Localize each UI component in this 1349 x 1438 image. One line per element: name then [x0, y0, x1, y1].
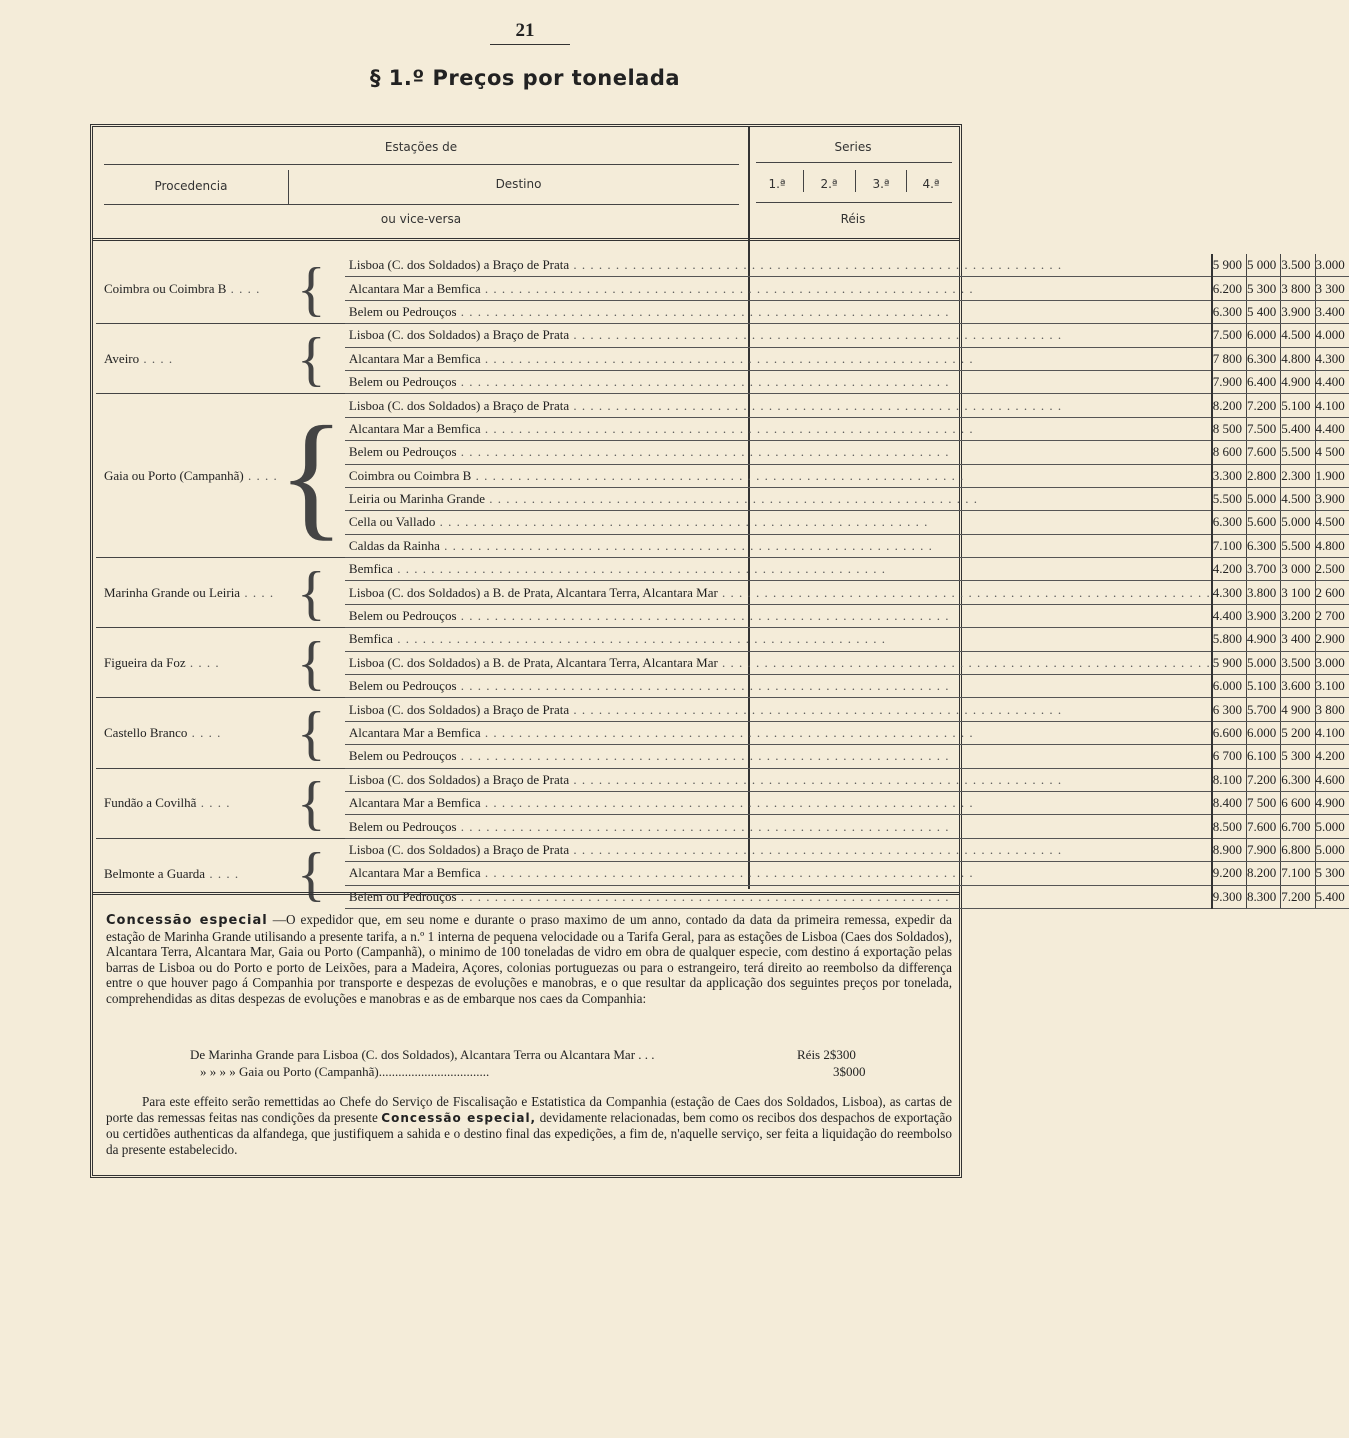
- header-divider: [906, 170, 907, 192]
- leader-dots: . . . .: [139, 350, 174, 366]
- price-cell-serie-2: 5.000: [1247, 651, 1281, 674]
- price-cell-serie-2: 5 300: [1247, 277, 1281, 300]
- price-cell-serie-4: 4.200: [1315, 745, 1349, 768]
- destino-label: Belem ou Pedrouços: [348, 678, 457, 694]
- destino-label: Alcantara Mar a Bemfica: [348, 725, 481, 740]
- leader-dots: . . . . . . . . . . . . . . . . . . . . . . . . . . . . . . . . . . . . . . . . . . . . . . . . . . . . . . . . . .: [717, 654, 1211, 670]
- price-cell-serie-4: 4.900: [1315, 791, 1349, 814]
- destino-cell: [345, 815, 1212, 838]
- price-cell-serie-1: 6.200: [1212, 277, 1247, 300]
- price-cell-serie-3: 5 200: [1281, 721, 1315, 744]
- leader-dots: . . . . . . . . . . . . . . . . . . . . . . . . . . . . . . . . . . . . . . . . . . . . . . . . . . . . . . . . . .: [569, 841, 1063, 857]
- price-cell-serie-1: 3.300: [1212, 464, 1247, 487]
- price-cell-serie-2: 6.000: [1247, 721, 1281, 744]
- price-cell-serie-2: 7.200: [1247, 768, 1281, 791]
- leader-dots: . . . . . . . . . . . . . . . . . . . . . . . . . . . . . . . . . . . . . . . . . . . . . . . . . . . . . . . . . .: [456, 748, 950, 764]
- price-cell-serie-4: 3 300: [1315, 277, 1349, 300]
- price-cell-serie-2: 7 500: [1247, 791, 1281, 814]
- price-cell-serie-1: 9.300: [1212, 885, 1247, 908]
- tariff-table: [96, 254, 1349, 909]
- price-cell-serie-1: 7 800: [1212, 347, 1247, 370]
- leader-dots: . . . . . . . . . . . . . . . . . . . . . . . . . . . . . . . . . . . . . . . . . . . . . . . . . . . . . . . . . .: [471, 467, 965, 483]
- header-unit-reis: Réis: [840, 212, 866, 226]
- price-cell-serie-2: 4.900: [1247, 628, 1281, 651]
- header-estacoes: Estações de: [384, 140, 458, 154]
- price-cell-serie-2: 8.200: [1247, 862, 1281, 885]
- price-cell-serie-2: 3.700: [1247, 558, 1281, 581]
- destino-cell: [345, 721, 1212, 744]
- destino-cell: [345, 324, 1212, 347]
- price-cell-serie-2: 6.400: [1247, 370, 1281, 393]
- price-cell-serie-3: 3.500: [1281, 651, 1315, 674]
- price-cell-serie-3: 6.300: [1281, 768, 1315, 791]
- price-cell-serie-4: 4.400: [1315, 370, 1349, 393]
- header-divider: [803, 170, 804, 192]
- leader-dots: . . . .: [185, 654, 220, 670]
- price-cell-serie-4: 4.500: [1315, 511, 1349, 534]
- price-cell-serie-2: 7.600: [1247, 441, 1281, 464]
- price-cell-serie-3: 5.400: [1281, 417, 1315, 440]
- leader-dots: . . . . . . . . . . . . . . . . . . . . . . . . . . . . . . . . . . . . . . . . . . . . . . . . . . . . . . . . . .: [480, 350, 974, 366]
- table-row: [96, 558, 1349, 581]
- concessao-paragraph: [106, 912, 952, 1007]
- leader-dots: . . . . . . . . . . . . . . . . . . . . . . . . . . . . . . . . . . . . . . . . . . . . . . . . . . . . . . . . . .: [569, 257, 1063, 273]
- table-row: [96, 768, 1349, 791]
- procedencia-label: Aveiro: [104, 350, 140, 366]
- price-cell-serie-4: 2.900: [1315, 628, 1349, 651]
- destino-cell: [345, 347, 1212, 370]
- destino-cell: [345, 651, 1212, 674]
- price-cell-serie-3: 4 900: [1281, 698, 1315, 721]
- section-title: § 1.º Preços por tonelada: [369, 66, 681, 90]
- leader-dots: . . . . . . . . . . . . . . . . . . . . . . . . . . . . . . . . . . . . . . . . . . . . . . . . . . . . . . . . . .: [456, 678, 950, 694]
- procedencia-cell: [96, 768, 278, 838]
- price-cell-serie-2: 5 400: [1247, 300, 1281, 323]
- price-cell-serie-2: 7.900: [1247, 838, 1281, 861]
- price-cell-serie-2: 5.100: [1247, 675, 1281, 698]
- header-bottom-rule: [93, 238, 959, 241]
- leader-dots: . . . . . . . . . . . . . . . . . . . . . . . . . . . . . . . . . . . . . . . . . . . . . . . . . . . . . . . . . .: [456, 888, 950, 904]
- leader-dots: . . . . . . . . . . . . . . . . . . . . . . . . . . . . . . . . . . . . . . . . . . . . . . . . . . . . . . . . . .: [480, 725, 974, 740]
- leader-dots: . . . .: [187, 725, 222, 740]
- destino-cell: [345, 441, 1212, 464]
- price-cell-serie-1: 8 500: [1212, 417, 1247, 440]
- final-paragraph: [106, 1094, 952, 1157]
- destino-cell: [345, 675, 1212, 698]
- destino-label: Alcantara Mar a Bemfica: [348, 280, 481, 296]
- route-1-price: Réis 2$300: [797, 1047, 856, 1062]
- price-cell-serie-1: 8.400: [1212, 791, 1247, 814]
- procedencia-label: Figueira da Foz: [104, 654, 186, 670]
- header-divider: [855, 170, 856, 192]
- leader-dots: . . . . . . . . . . . . . . . . . . . . . . . . . . . . . . . . . . . . . . . . . . . . . . . . . . . . . . . . . .: [435, 514, 929, 530]
- table-row: [96, 324, 1349, 347]
- leader-dots: . . . . . . . . . . . . . . . . . . . . . . . . . . . . . . . . . . . . . . . . . . . . . . . . . . . . . . . . . .: [392, 561, 886, 577]
- leader-dots: . . . .: [240, 584, 275, 600]
- destino-cell: [345, 791, 1212, 814]
- price-cell-serie-1: 8.200: [1212, 394, 1247, 417]
- price-cell-serie-3: 3.600: [1281, 675, 1315, 698]
- price-cell-serie-4: 5.400: [1315, 885, 1349, 908]
- procedencia-cell: [96, 324, 278, 394]
- destino-cell: [345, 300, 1212, 323]
- price-cell-serie-4: 3.100: [1315, 675, 1349, 698]
- procedencia-label: Castello Branco: [104, 725, 188, 740]
- price-cell-serie-2: 3.800: [1247, 581, 1281, 604]
- destino-label: Belem ou Pedrouços: [348, 818, 457, 834]
- price-cell-serie-2: 6.000: [1247, 324, 1281, 347]
- price-cell-serie-3: 7.100: [1281, 862, 1315, 885]
- destino-cell: [345, 698, 1212, 721]
- destino-cell: [345, 558, 1212, 581]
- destino-label: Alcantara Mar a Bemfica: [348, 865, 481, 881]
- page-number: 21: [515, 20, 535, 41]
- final-label: Concessão especial,: [381, 1110, 537, 1125]
- table-row: [96, 698, 1349, 721]
- procedencia-label: Fundão a Covilhã: [104, 795, 197, 811]
- destino-cell: [345, 464, 1212, 487]
- procedencia-label: Belmonte a Guarda: [104, 865, 206, 881]
- table-row: [96, 394, 1349, 417]
- brace: {: [278, 558, 345, 628]
- leader-dots: . . . . . . . . . . . . . . . . . . . . . . . . . . . . . . . . . . . . . . . . . . . . . . . . . . . . . . . . . .: [480, 280, 974, 296]
- price-cell-serie-2: 6.300: [1247, 347, 1281, 370]
- route-2-price: 3$000: [833, 1064, 866, 1079]
- price-cell-serie-3: 3.200: [1281, 604, 1315, 627]
- price-cell-serie-4: 5.000: [1315, 815, 1349, 838]
- destino-cell: [345, 534, 1212, 557]
- price-cell-serie-4: 4.400: [1315, 417, 1349, 440]
- procedencia-cell: [96, 254, 278, 324]
- destino-label: Belem ou Pedrouços: [348, 444, 457, 460]
- brace: {: [278, 324, 345, 394]
- price-cell-serie-1: 6 300: [1212, 698, 1247, 721]
- destino-cell: [345, 511, 1212, 534]
- price-cell-serie-3: 6 600: [1281, 791, 1315, 814]
- price-cell-serie-1: 7.100: [1212, 534, 1247, 557]
- header-rule: [756, 202, 952, 203]
- page-number-rule: [490, 44, 570, 45]
- leader-dots: . . . .: [196, 795, 231, 811]
- price-cell-serie-2: 6.300: [1247, 534, 1281, 557]
- leader-dots: . . . . . . . . . . . . . . . . . . . . . . . . . . . . . . . . . . . . . . . . . . . . . . . . . . . . . . . . . .: [456, 818, 950, 834]
- header-vice-versa: ou vice-versa: [380, 212, 462, 226]
- price-cell-serie-1: 9.200: [1212, 862, 1247, 885]
- destino-cell: [345, 394, 1212, 417]
- price-cell-serie-1: 8 600: [1212, 441, 1247, 464]
- leader-dots: . . . .: [205, 865, 240, 881]
- price-cell-serie-4: 5.000: [1315, 838, 1349, 861]
- destino-cell: [345, 604, 1212, 627]
- header-rule: [756, 162, 952, 163]
- destino-label: Lisboa (C. dos Soldados) a B. de Prata, Alcantara Terra, Alcantara Mar: [348, 584, 718, 600]
- brace: {: [278, 628, 345, 698]
- price-cell-serie-1: 6.000: [1212, 675, 1247, 698]
- price-cell-serie-3: 5.100: [1281, 394, 1315, 417]
- table-row: [96, 838, 1349, 861]
- destino-label: Alcantara Mar a Bemfica: [348, 350, 481, 366]
- destino-label: Belem ou Pedrouços: [348, 608, 457, 624]
- price-cell-serie-2: 5.600: [1247, 511, 1281, 534]
- destino-label: Lisboa (C. dos Soldados) a B. de Prata, Alcantara Terra, Alcantara Mar: [348, 654, 718, 670]
- procedencia-label: Gaia ou Porto (Campanhã): [104, 467, 244, 483]
- price-cell-serie-4: 4 500: [1315, 441, 1349, 464]
- procedencia-cell: [96, 698, 278, 768]
- price-cell-serie-1: 4.200: [1212, 558, 1247, 581]
- price-cell-serie-4: 3.900: [1315, 487, 1349, 510]
- price-cell-serie-4: 5 300: [1315, 862, 1349, 885]
- price-cell-serie-4: 4.600: [1315, 768, 1349, 791]
- destino-label: Leiria ou Marinha Grande: [348, 491, 486, 507]
- header-procedencia: Procedencia: [154, 179, 228, 193]
- concessao-text: —O expedidor que, em seu nome e durante o praso maximo de um anno, contado da data da primeira remessa, expedir da estação de Marinha Grande utilisando a presente tarifa, a n.º 1 interna de pequena velocidade ou a Tarifa Geral, para as estações de Lisboa (Caes dos Soldados), Alcantara Terra, Alcantara Mar, Gaia ou Porto (Campanhã), o minimo de 100 toneladas de vidro em obra de qualquer especie, com destino á exportação pelas barras de Lisboa ou do Porto e porto de Leixões, para a Madeira, Açores, colonias portuguezas ou para o estrangeiro, terá direito ao reembolso da differença entre o que houver pago á Companhia por transporte e despezas de evoluções e manobras, e o que resultar da applicação dos seguintes preços por tonelada, comprehendidas as ditas despezas de evoluções e manobras e as de embarque nos caes da Companhia:: [106, 912, 952, 1006]
- route-2: » » » » Gaia ou Porto (Campanhã)..................................: [200, 1064, 490, 1079]
- destino-cell: [345, 745, 1212, 768]
- leader-dots: . . . . . . . . . . . . . . . . . . . . . . . . . . . . . . . . . . . . . . . . . . . . . . . . . . . . . . . . . .: [569, 327, 1063, 343]
- price-cell-serie-4: 3.400: [1315, 300, 1349, 323]
- final-text-b: devidamente relacionadas, bem como os recibos dos despachos de exportação ou certidões authenticas da alfandega, que justifiquem a sahida e o destino final das expedições, a fim de, n'aquelle serviço, ser feita a liquidação do reembolso da presente estabelecido.: [106, 1109, 952, 1157]
- price-cell-serie-1: 6 700: [1212, 745, 1247, 768]
- price-cell-serie-1: 6.600: [1212, 721, 1247, 744]
- leader-dots: . . . .: [243, 467, 278, 483]
- destino-label: Lisboa (C. dos Soldados) a Braço de Prata: [348, 771, 570, 787]
- price-cell-serie-2: 5 000: [1247, 254, 1281, 277]
- leader-dots: . . . . . . . . . . . . . . . . . . . . . . . . . . . . . . . . . . . . . . . . . . . . . . . . . . . . . . . . . .: [456, 303, 950, 319]
- procedencia-cell: [96, 558, 278, 628]
- price-cell-serie-3: 2.300: [1281, 464, 1315, 487]
- price-cell-serie-1: 5.800: [1212, 628, 1247, 651]
- price-cell-serie-3: 4.500: [1281, 324, 1315, 347]
- concessao-label: Concessão especial: [106, 913, 268, 928]
- price-cell-serie-4: 3 800: [1315, 698, 1349, 721]
- leader-dots: . . . . . . . . . . . . . . . . . . . . . . . . . . . . . . . . . . . . . . . . . . . . . . . . . . . . . . . . . .: [485, 491, 979, 507]
- destino-label: Lisboa (C. dos Soldados) a Braço de Prata: [348, 701, 570, 717]
- price-cell-serie-4: 2 600: [1315, 581, 1349, 604]
- destino-cell: [345, 277, 1212, 300]
- price-cell-serie-1: 7.500: [1212, 324, 1247, 347]
- destino-label: Lisboa (C. dos Soldados) a Braço de Prata: [348, 841, 570, 857]
- price-cell-serie-3: 3 100: [1281, 581, 1315, 604]
- price-cell-serie-1: 7.900: [1212, 370, 1247, 393]
- price-cell-serie-3: 4.900: [1281, 370, 1315, 393]
- price-cell-serie-3: 7.200: [1281, 885, 1315, 908]
- destino-cell: [345, 417, 1212, 440]
- destino-cell: [345, 254, 1212, 277]
- price-cell-serie-3: 4.800: [1281, 347, 1315, 370]
- destino-label: Belem ou Pedrouços: [348, 888, 457, 904]
- price-cell-serie-3: 3 400: [1281, 628, 1315, 651]
- leader-dots: . . . .: [226, 280, 261, 296]
- leader-dots: . . . . . . . . . . . . . . . . . . . . . . . . . . . . . . . . . . . . . . . . . . . . . . . . . . . . . . . . . .: [392, 631, 886, 647]
- price-cell-serie-1: 8.100: [1212, 768, 1247, 791]
- leader-dots: . . . . . . . . . . . . . . . . . . . . . . . . . . . . . . . . . . . . . . . . . . . . . . . . . . . . . . . . . .: [569, 397, 1063, 413]
- price-cell-serie-4: 4.100: [1315, 394, 1349, 417]
- price-cell-serie-3: 3.500: [1281, 254, 1315, 277]
- price-cell-serie-1: 5.500: [1212, 487, 1247, 510]
- header-series-2: 2.ª: [820, 177, 838, 191]
- price-cell-serie-1: 4.400: [1212, 604, 1247, 627]
- leader-dots: . . . . . . . . . . . . . . . . . . . . . . . . . . . . . . . . . . . . . . . . . . . . . . . . . . . . . . . . . .: [480, 420, 974, 436]
- destino-label: Caldas da Rainha: [348, 537, 440, 553]
- destino-label: Bemfica: [348, 631, 393, 647]
- destino-cell: [345, 885, 1212, 908]
- leader-dots: . . . . . . . . . . . . . . . . . . . . . . . . . . . . . . . . . . . . . . . . . . . . . . . . . . . . . . . . . .: [456, 374, 950, 390]
- price-cell-serie-4: 4.300: [1315, 347, 1349, 370]
- destino-cell: [345, 768, 1212, 791]
- table-bottom-rule: [93, 892, 959, 895]
- destino-cell: [345, 838, 1212, 861]
- price-cell-serie-3: 5 300: [1281, 745, 1315, 768]
- destino-label: Alcantara Mar a Bemfica: [348, 795, 481, 811]
- price-cell-serie-4: 2 700: [1315, 604, 1349, 627]
- leader-dots: . . . . . . . . . . . . . . . . . . . . . . . . . . . . . . . . . . . . . . . . . . . . . . . . . . . . . . . . . .: [439, 537, 933, 553]
- header-series-3: 3.ª: [872, 177, 890, 191]
- price-cell-serie-2: 2.800: [1247, 464, 1281, 487]
- price-cell-serie-2: 7.500: [1247, 417, 1281, 440]
- price-cell-serie-3: 3 800: [1281, 277, 1315, 300]
- destino-label: Lisboa (C. dos Soldados) a Braço de Prata: [348, 257, 570, 273]
- price-cell-serie-2: 6.100: [1247, 745, 1281, 768]
- route-1: De Marinha Grande para Lisboa (C. dos Soldados), Alcantara Terra ou Alcantara Mar . . .: [190, 1047, 655, 1062]
- price-cell-serie-4: 2.500: [1315, 558, 1349, 581]
- price-cell-serie-4: 4.100: [1315, 721, 1349, 744]
- destino-label: Alcantara Mar a Bemfica: [348, 420, 481, 436]
- price-cell-serie-2: 7.600: [1247, 815, 1281, 838]
- price-cell-serie-1: 8.500: [1212, 815, 1247, 838]
- price-cell-serie-2: 7.200: [1247, 394, 1281, 417]
- price-cell-serie-3: 6.700: [1281, 815, 1315, 838]
- price-cell-serie-1: 5 900: [1212, 254, 1247, 277]
- destino-label: Belem ou Pedrouços: [348, 748, 457, 764]
- leader-dots: . . . . . . . . . . . . . . . . . . . . . . . . . . . . . . . . . . . . . . . . . . . . . . . . . . . . . . . . . .: [717, 584, 1211, 600]
- brace: {: [278, 394, 345, 558]
- price-cell-serie-1: 8.900: [1212, 838, 1247, 861]
- price-cell-serie-2: 8.300: [1247, 885, 1281, 908]
- leader-dots: . . . . . . . . . . . . . . . . . . . . . . . . . . . . . . . . . . . . . . . . . . . . . . . . . . . . . . . . . .: [569, 771, 1063, 787]
- price-cell-serie-3: 6.800: [1281, 838, 1315, 861]
- destino-label: Belem ou Pedrouços: [348, 303, 457, 319]
- brace: {: [278, 838, 345, 908]
- brace: {: [278, 698, 345, 768]
- destino-cell: [345, 487, 1212, 510]
- price-cell-serie-4: 4.800: [1315, 534, 1349, 557]
- procedencia-label: Marinha Grande ou Leiria: [104, 584, 241, 600]
- price-cell-serie-4: 3.000: [1315, 254, 1349, 277]
- destino-label: Cella ou Vallado: [348, 514, 436, 530]
- destino-label: Bemfica: [348, 561, 393, 577]
- header-rule: [104, 204, 739, 205]
- price-cell-serie-1: 6.300: [1212, 300, 1247, 323]
- leader-dots: . . . . . . . . . . . . . . . . . . . . . . . . . . . . . . . . . . . . . . . . . . . . . . . . . . . . . . . . . .: [480, 865, 974, 881]
- price-cell-serie-4: 4.000: [1315, 324, 1349, 347]
- destino-label: Lisboa (C. dos Soldados) a Braço de Prata: [348, 327, 570, 343]
- destino-label: Belem ou Pedrouços: [348, 374, 457, 390]
- leader-dots: . . . . . . . . . . . . . . . . . . . . . . . . . . . . . . . . . . . . . . . . . . . . . . . . . . . . . . . . . .: [456, 608, 950, 624]
- price-cell-serie-3: 3.900: [1281, 300, 1315, 323]
- leader-dots: . . . . . . . . . . . . . . . . . . . . . . . . . . . . . . . . . . . . . . . . . . . . . . . . . . . . . . . . . .: [480, 795, 974, 811]
- price-cell-serie-3: 5.500: [1281, 534, 1315, 557]
- procedencia-label: Coimbra ou Coimbra B: [104, 280, 227, 296]
- brace: {: [296, 255, 326, 322]
- header-series: Series: [834, 140, 872, 154]
- price-cell-serie-1: 6.300: [1212, 511, 1247, 534]
- price-cell-serie-1: 5 900: [1212, 651, 1247, 674]
- price-cell-serie-1: 4.300: [1212, 581, 1247, 604]
- destino-cell: [345, 370, 1212, 393]
- destino-label: Lisboa (C. dos Soldados) a Braço de Prata: [348, 397, 570, 413]
- price-cell-serie-3: 5.500: [1281, 441, 1315, 464]
- price-cell-serie-3: 5.000: [1281, 511, 1315, 534]
- destino-cell: [345, 628, 1212, 651]
- price-cell-serie-4: 1.900: [1315, 464, 1349, 487]
- procedencia-cell: [96, 394, 278, 558]
- header-series-1: 1.ª: [768, 177, 786, 191]
- destino-label: Coimbra ou Coimbra B: [348, 467, 472, 483]
- procedencia-cell: [96, 838, 278, 908]
- price-cell-serie-2: 5.000: [1247, 487, 1281, 510]
- final-text-a: Para este effeito serão remettidas ao Chefe do Serviço de Fiscalisação e Estatistica da Companhia (estação de Caes dos Soldados, Lisboa), as cartas de porte das remessas feitas nas condições da presente: [106, 1094, 952, 1125]
- leader-dots: . . . . . . . . . . . . . . . . . . . . . . . . . . . . . . . . . . . . . . . . . . . . . . . . . . . . . . . . . .: [569, 701, 1063, 717]
- header-destino: Destino: [495, 177, 542, 191]
- leader-dots: . . . . . . . . . . . . . . . . . . . . . . . . . . . . . . . . . . . . . . . . . . . . . . . . . . . . . . . . . .: [456, 444, 950, 460]
- brace: {: [278, 768, 345, 838]
- price-cell-serie-2: 3.900: [1247, 604, 1281, 627]
- price-cell-serie-3: 4.500: [1281, 487, 1315, 510]
- price-cell-serie-3: 3 000: [1281, 558, 1315, 581]
- header-series-4: 4.ª: [922, 177, 940, 191]
- price-cell-serie-4: 3.000: [1315, 651, 1349, 674]
- header-divider: [288, 170, 289, 204]
- table-row: [96, 628, 1349, 651]
- destino-cell: [345, 862, 1212, 885]
- header-rule: [104, 164, 739, 165]
- destino-cell: [345, 581, 1212, 604]
- procedencia-cell: [96, 628, 278, 698]
- table-row: [96, 254, 1349, 277]
- price-cell-serie-2: 5.700: [1247, 698, 1281, 721]
